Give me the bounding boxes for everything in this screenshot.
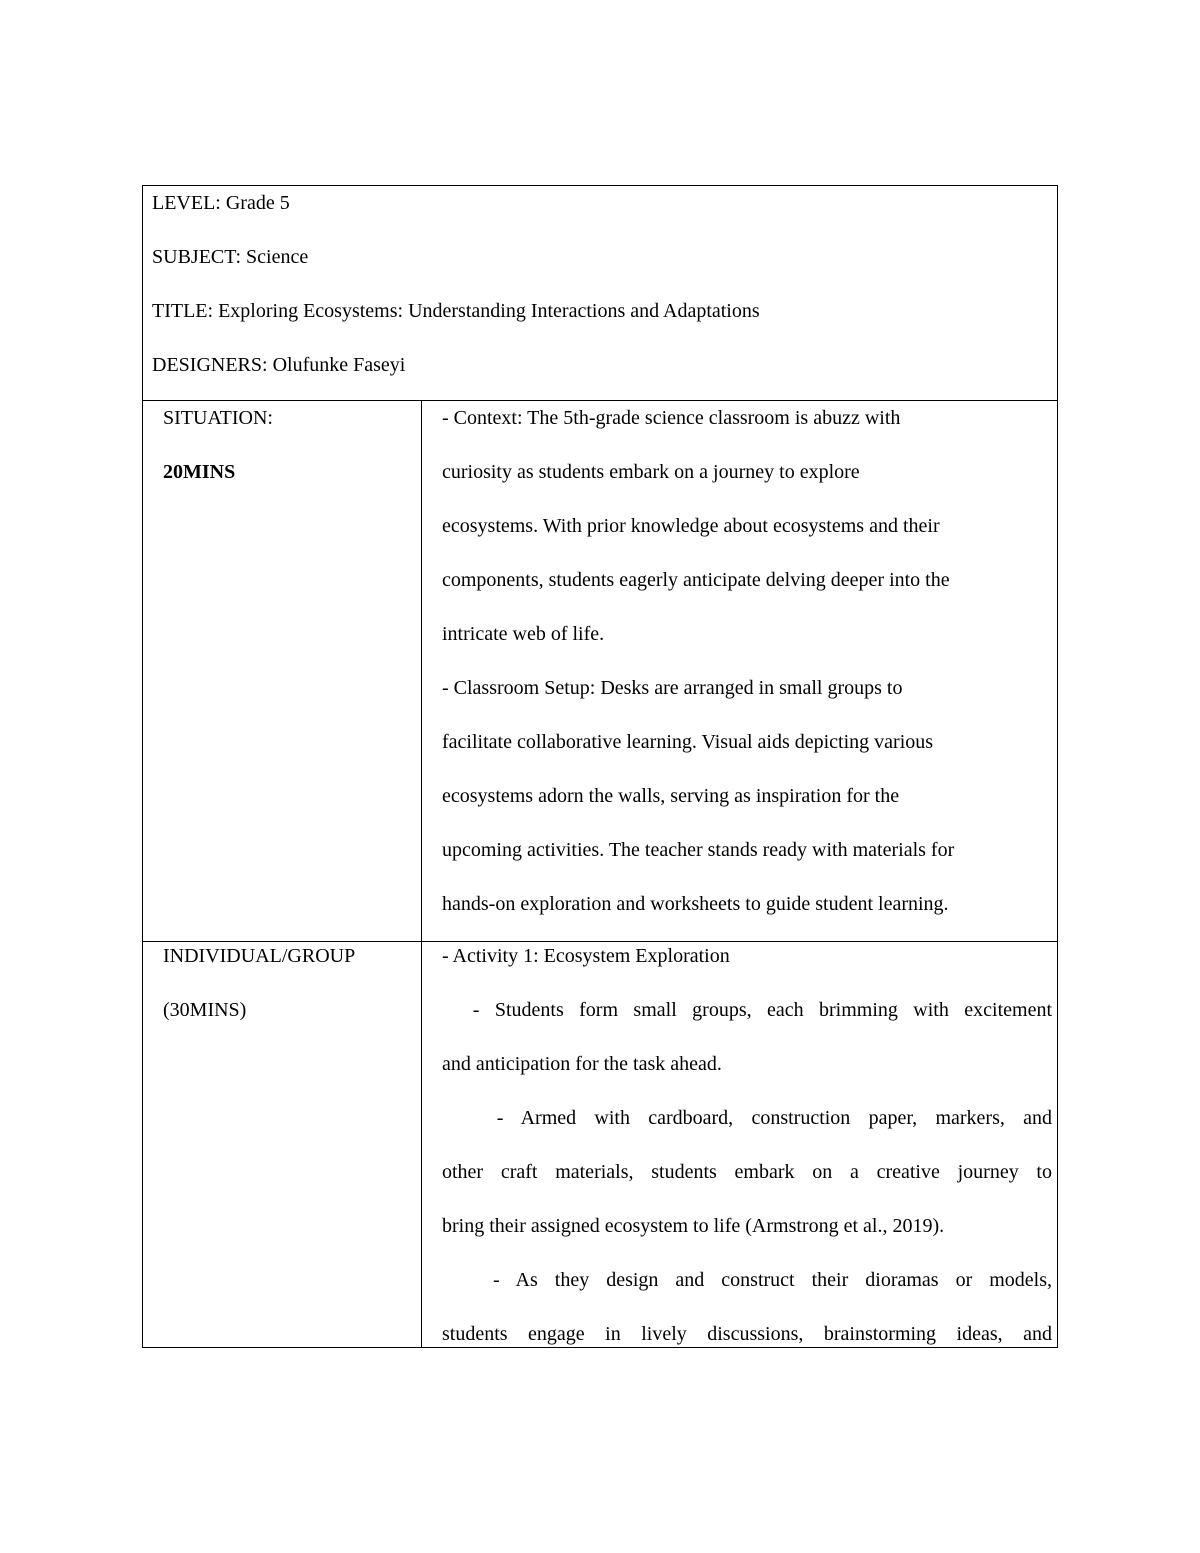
activity-line: - As they design and construct their dioramas or models, bbox=[442, 1269, 1052, 1291]
activity-line: other craft materials, students embark on a creative journey to bbox=[442, 1161, 1052, 1183]
activity-line: and anticipation for the task ahead. bbox=[442, 1053, 722, 1075]
lesson-header bbox=[143, 186, 1057, 401]
individual-group-row bbox=[143, 942, 1057, 1347]
situation-line: - Context: The 5th-grade science classroom is abuzz with bbox=[442, 407, 901, 429]
situation-row bbox=[143, 401, 1057, 942]
activity-line: - Armed with cardboard, construction paper, markers, and bbox=[442, 1107, 1052, 1129]
situation-line: intricate web of life. bbox=[442, 623, 605, 645]
activity-line: - Activity 1: Ecosystem Exploration bbox=[442, 945, 730, 967]
designers-line: DESIGNERS: Olufunke Faseyi bbox=[152, 354, 406, 376]
subject-line: SUBJECT: Science bbox=[152, 246, 309, 268]
activity-line: students engage in lively discussions, brainstorming ideas, and bbox=[442, 1323, 1052, 1345]
situation-line: - Classroom Setup: Desks are arranged in small groups to bbox=[442, 677, 903, 699]
situation-duration: 20MINS bbox=[163, 461, 236, 483]
title-line: TITLE: Exploring Ecosystems: Understanding Interactions and Adaptations bbox=[152, 300, 760, 322]
activity-line: - Students form small groups, each brimming with excitement bbox=[442, 999, 1052, 1021]
situation-line: components, students eagerly anticipate delving deeper into the bbox=[442, 569, 950, 591]
lesson-plan-table bbox=[142, 185, 1058, 1348]
group-label: INDIVIDUAL/GROUP bbox=[163, 945, 356, 967]
situation-label: SITUATION: bbox=[163, 407, 273, 429]
situation-line: ecosystems. With prior knowledge about ecosystems and their bbox=[442, 515, 940, 537]
activity-line: bring their assigned ecosystem to life (Armstrong et al., 2019). bbox=[442, 1215, 945, 1237]
situation-line: hands-on exploration and worksheets to guide student learning. bbox=[442, 893, 949, 915]
situation-line: facilitate collaborative learning. Visual aids depicting various bbox=[442, 731, 934, 753]
situation-line: upcoming activities. The teacher stands ready with materials for bbox=[442, 839, 955, 861]
situation-line: curiosity as students embark on a journey to explore bbox=[442, 461, 860, 483]
group-duration: (30MINS) bbox=[163, 999, 247, 1021]
situation-line: ecosystems adorn the walls, serving as inspiration for the bbox=[442, 785, 900, 807]
level-line: LEVEL: Grade 5 bbox=[152, 192, 290, 214]
